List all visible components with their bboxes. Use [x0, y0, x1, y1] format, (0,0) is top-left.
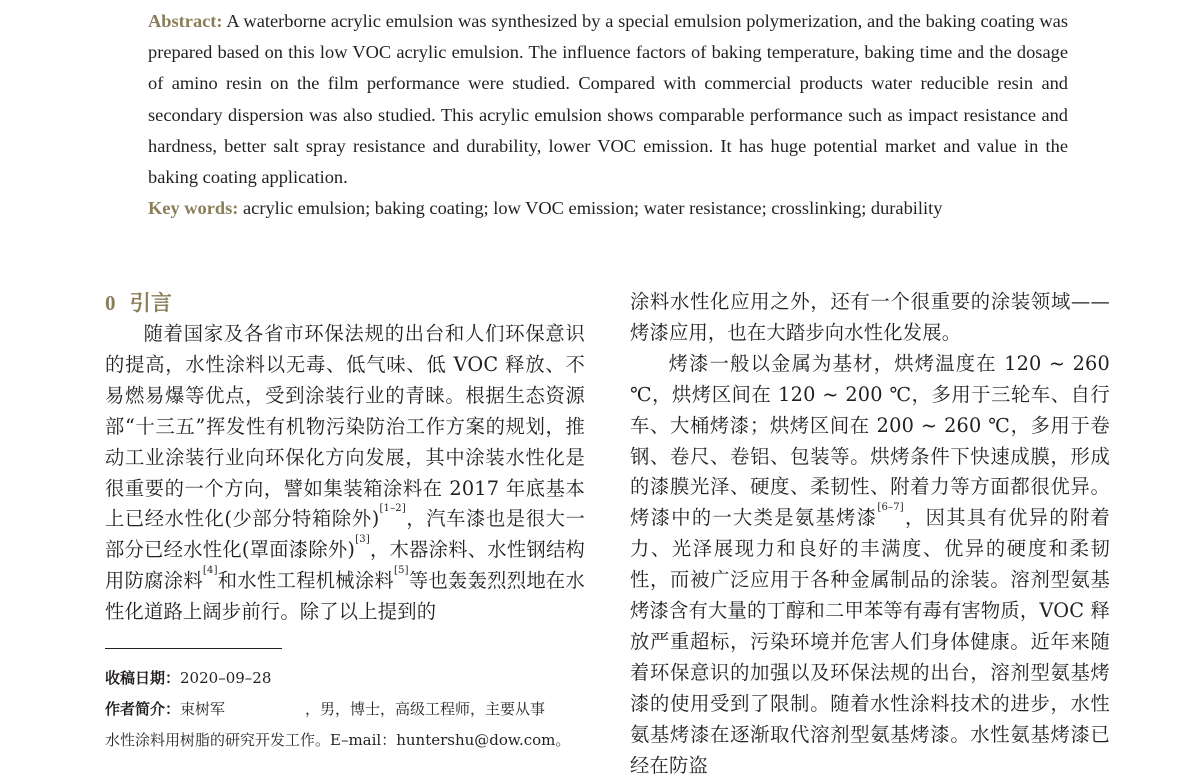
- text-run: ，木器涂料、水性钢结构用防腐涂料: [105, 538, 586, 593]
- author-name: 束树军: [180, 700, 226, 718]
- citation: [3]: [355, 534, 370, 546]
- abstract-paragraph: [148, 6, 1068, 193]
- keywords-paragraph: [148, 193, 1068, 224]
- right-column: [630, 287, 1110, 782]
- intro-paragraph-1: [105, 319, 585, 628]
- section-title: 引言: [129, 291, 173, 315]
- citation: [1–2]: [379, 503, 406, 515]
- footnote-author: [105, 698, 595, 720]
- right-paragraph-1: [630, 349, 1110, 782]
- footnote-received: [105, 667, 595, 689]
- keywords-text: acrylic emulsion; baking coating; low VOC emission; water resistance; crosslinking; durability: [238, 198, 943, 219]
- citation: [6–7]: [877, 502, 904, 514]
- received-label: 收稿日期：: [105, 669, 181, 687]
- text-run: ，汽车漆也是很大一部分已经水性化(罩面漆除外): [105, 507, 585, 562]
- keywords-label: Key words:: [148, 198, 239, 219]
- abstract-block: [148, 6, 1068, 224]
- author-label: 作者简介：: [105, 700, 181, 718]
- author-info: ，男，博士，高级工程师，主要从事: [305, 700, 546, 718]
- section-number: 0: [105, 291, 116, 315]
- text-run: 等也轰轰烈烈地在水性化道路上阔步前行。除了以上提到的: [105, 569, 585, 624]
- text-run: 和水性工程机械涂料: [217, 569, 394, 593]
- left-column: [105, 287, 585, 628]
- text-run: 随着国家及各省市环保法规的出台和人们环保意识的提高，水性涂料以无毒、低气味、低 VOC 释放、不易燃易爆等优点，受到涂装行业的青睐。根据生态资源部“十三五”挥发性有机物污染防治工作方案的规划，推动工业涂装行业向环保化方向发展，其中涂装水性化是很重要的一个方向，譬如集装箱涂料在 2017 年底基本上已经水性化(少部分特箱除外): [105, 322, 585, 531]
- text-run: 烤漆一般以金属为基材，烘烤温度在 120 ~ 260 ℃，烘烤区间在 120 ~ 200 ℃，多用于三轮车、自行车、大桶烤漆；烘烤区间在 200 ~ 260 ℃，多用于卷钢、卷尺、卷铝、包装等。烘烤条件下快速成膜，形成的漆膜光泽、硬度、柔韧性、附着力等方面都很优异。烤漆中的一大类是氨基烤漆: [630, 351, 1110, 530]
- received-date: 2020–09–28: [180, 669, 272, 687]
- text-run: ，因其具有优异的附着力、光泽展现力和良好的丰满度、优异的硬度和柔韧性，而被广泛应用于各种金属制品的涂装。溶剂型氨基烤漆含有大量的丁醇和二甲苯等有毒有害物质，VOC 释放严重超标，污染环境并危害人们身体健康。近年来随着环保意识的加强以及环保法规的出台，溶剂型氨基烤漆的使用受到了限制。随着水性涂料技术的进步，水性氨基烤漆在逐渐取代溶剂型氨基烤漆。水性氨基烤漆已经在防盗: [630, 506, 1110, 777]
- footnote-rule: [105, 648, 282, 649]
- abstract-label: Abstract:: [148, 11, 223, 31]
- author-info-2: 水性涂料用树脂的研究开发工作。E–mail：huntershu@dow.com。: [105, 731, 571, 749]
- section-heading: [105, 287, 585, 319]
- citation: [4]: [202, 565, 218, 577]
- right-paragraph-0: 涂料水性化应用之外，还有一个很重要的涂装领域——烤漆应用，也在大踏步向水性化发展。: [630, 290, 1110, 344]
- footnote-author-cont: [105, 729, 595, 751]
- citation: [5]: [394, 565, 409, 577]
- abstract-text: A waterborne acrylic emulsion was synthesized by a special emulsion polymerization, and the baking coating was prepared based on this low VOC acrylic emulsion. The influence factors of baking temperature, baking time and the dosage of amino resin on the film performance were studied. Compared with commercial products water reducible resin and secondary dispersion was also studied. This acrylic emulsion shows comparable performance such as impact resistance and hardness, better salt spray resistance and durability, lower VOC emission. It has huge potential market and value in the baking coating application.: [148, 11, 1068, 188]
